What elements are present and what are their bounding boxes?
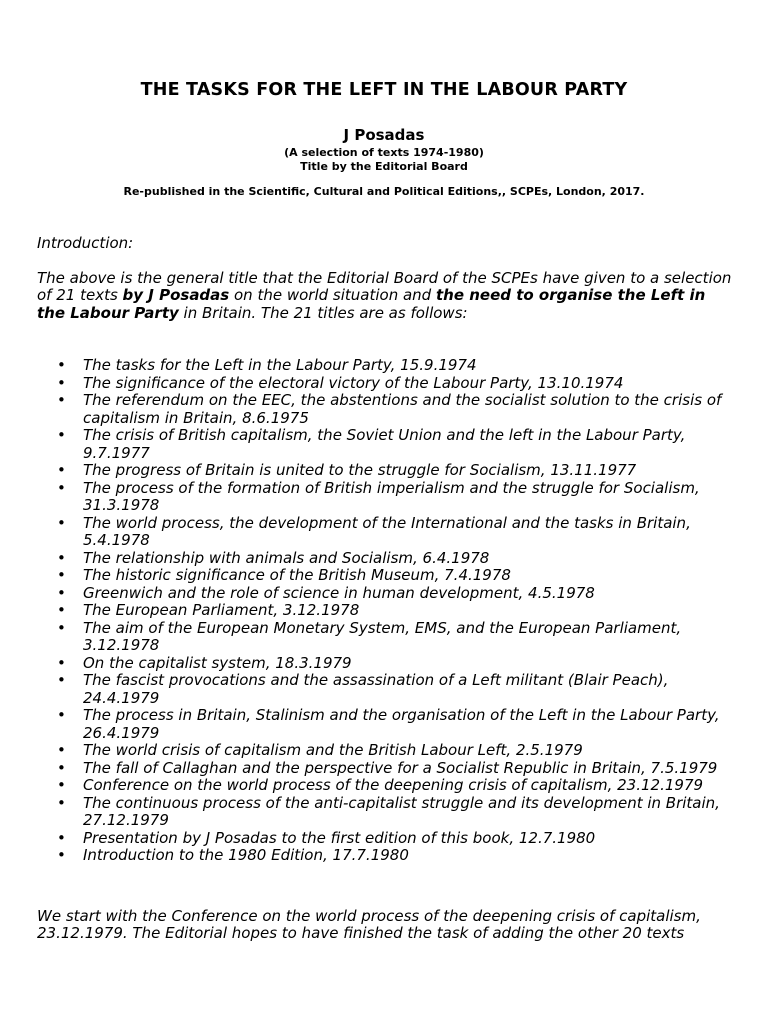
bullet-icon: •	[57, 601, 66, 619]
list-item	[37, 672, 737, 707]
bullet-icon: •	[57, 706, 66, 724]
list-item	[37, 357, 737, 375]
list-item-text: The referendum on the EEC, the abstentions and the socialist solution to the crisis of capitalism in Britain, 8.6.1975	[83, 391, 722, 427]
bullet-icon: •	[57, 758, 66, 777]
list-item-text: The fascist provocations and the assassination of a Left militant (Blair Peach), 24.4.1979	[83, 671, 669, 707]
list-item-text: On the capitalist system, 18.3.1979	[83, 653, 352, 672]
bullet-icon: •	[57, 548, 66, 567]
paragraph-bold-author: by J Posadas	[122, 286, 230, 305]
list-item	[37, 462, 737, 480]
paragraph-bold-topic: the need to organise the Left in the Labour Party	[37, 286, 706, 322]
introduction-label: Introduction:	[37, 234, 134, 252]
list-item-text: The world crisis of capitalism and the British Labour Left, 2.5.1979	[83, 741, 583, 759]
list-item-text: Presentation by J Posadas to the first edition of this book, 12.7.1980	[83, 828, 596, 847]
list-item	[37, 585, 737, 603]
bullet-icon: •	[57, 478, 66, 497]
list-item	[37, 795, 737, 830]
bullet-icon: •	[57, 513, 66, 532]
bullet-icon: •	[57, 461, 66, 479]
bullet-icon: •	[57, 566, 66, 584]
list-item-text: The historic significance of the British Museum, 7.4.1978	[83, 566, 511, 584]
bullet-icon: •	[57, 391, 66, 409]
list-item-text: The significance of the electoral victory of the Labour Party, 13.10.1974	[83, 373, 624, 392]
bullet-icon: •	[57, 793, 66, 812]
list-item-text: Conference on the world process of the deepening crisis of capitalism, 23.12.1979	[83, 776, 704, 794]
introduction-paragraph	[37, 270, 737, 322]
bullet-icon: •	[57, 846, 66, 864]
bullet-icon: •	[57, 618, 66, 637]
list-item	[37, 847, 737, 865]
list-item-text: The continuous process of the anti-capitalist struggle and its development in Britain, 27.12.1979	[83, 793, 720, 829]
list-item-text: The relationship with animals and Socialism, 6.4.1978	[83, 548, 490, 567]
list-item-text: The process of the formation of British imperialism and the struggle for Socialism, 31.3.1978	[83, 478, 700, 514]
list-item	[37, 427, 737, 462]
list-item-text: The aim of the European Monetary System, EMS, and the European Parliament, 3.12.1978	[83, 618, 682, 654]
list-item-text: The process in Britain, Stalinism and the organisation of the Left in the Labour Party, 26.4.1979	[83, 706, 720, 742]
list-item	[37, 515, 737, 550]
list-item	[37, 602, 737, 620]
titles-list	[37, 357, 737, 865]
bullet-icon: •	[57, 653, 66, 672]
list-item	[37, 655, 737, 673]
republished-note: Re-published in the Scientific, Cultural and Political Editions,, SCPEs, London, 2017.	[123, 185, 645, 198]
paragraph-text: on the world situation and	[229, 286, 436, 305]
bullet-icon: •	[57, 373, 66, 392]
list-item	[37, 830, 737, 848]
list-item	[37, 550, 737, 568]
bullet-icon: •	[57, 828, 66, 847]
list-item	[37, 742, 737, 760]
list-item	[37, 480, 737, 515]
list-item	[37, 392, 737, 427]
list-item	[37, 375, 737, 393]
list-item-text: Introduction to the 1980 Edition, 17.7.1980	[83, 846, 409, 864]
list-item-text: The tasks for the Left in the Labour Party, 15.9.1974	[83, 356, 477, 374]
bullet-icon: •	[57, 426, 66, 444]
list-item-text: The European Parliament, 3.12.1978	[83, 601, 360, 619]
bullet-icon: •	[57, 671, 66, 689]
paragraph-text: The above is the general title that the Editorial Board of the SCPEs have given to a selection of 21 texts	[37, 269, 732, 305]
subtitle-selection: (A selection of texts 1974-1980)	[284, 146, 484, 159]
list-item	[37, 760, 737, 778]
list-item-text: Greenwich and the role of science in human development, 4.5.1978	[83, 583, 595, 602]
list-item	[37, 620, 737, 655]
list-item-text: The fall of Callaghan and the perspective for a Socialist Republic in Britain, 7.5.1979	[83, 758, 718, 777]
bullet-icon: •	[57, 776, 66, 794]
list-item	[37, 777, 737, 795]
bullet-icon: •	[57, 583, 66, 602]
list-item	[37, 567, 737, 585]
author-name: J Posadas	[343, 126, 425, 144]
bullet-icon: •	[57, 356, 66, 374]
subtitle-editorial: Title by the Editorial Board	[300, 160, 468, 173]
bullet-icon: •	[57, 741, 66, 759]
closing-paragraph: We start with the Conference on the world process of the deepening crisis of capitalism, 23.12.1979. The Editorial hopes to have finished the task of adding the other 20 texts	[37, 907, 701, 943]
list-item-text: The crisis of British capitalism, the Soviet Union and the left in the Labour Party, 9.7.1977	[83, 426, 686, 462]
document-title: THE TASKS FOR THE LEFT IN THE LABOUR PARTY	[140, 80, 628, 100]
list-item-text: The world process, the development of the International and the tasks in Britain, 5.4.1978	[83, 513, 691, 549]
list-item-text: The progress of Britain is united to the struggle for Socialism, 13.11.1977	[83, 461, 637, 479]
paragraph-text: in Britain. The 21 titles are as follows:	[178, 303, 468, 322]
list-item	[37, 707, 737, 742]
